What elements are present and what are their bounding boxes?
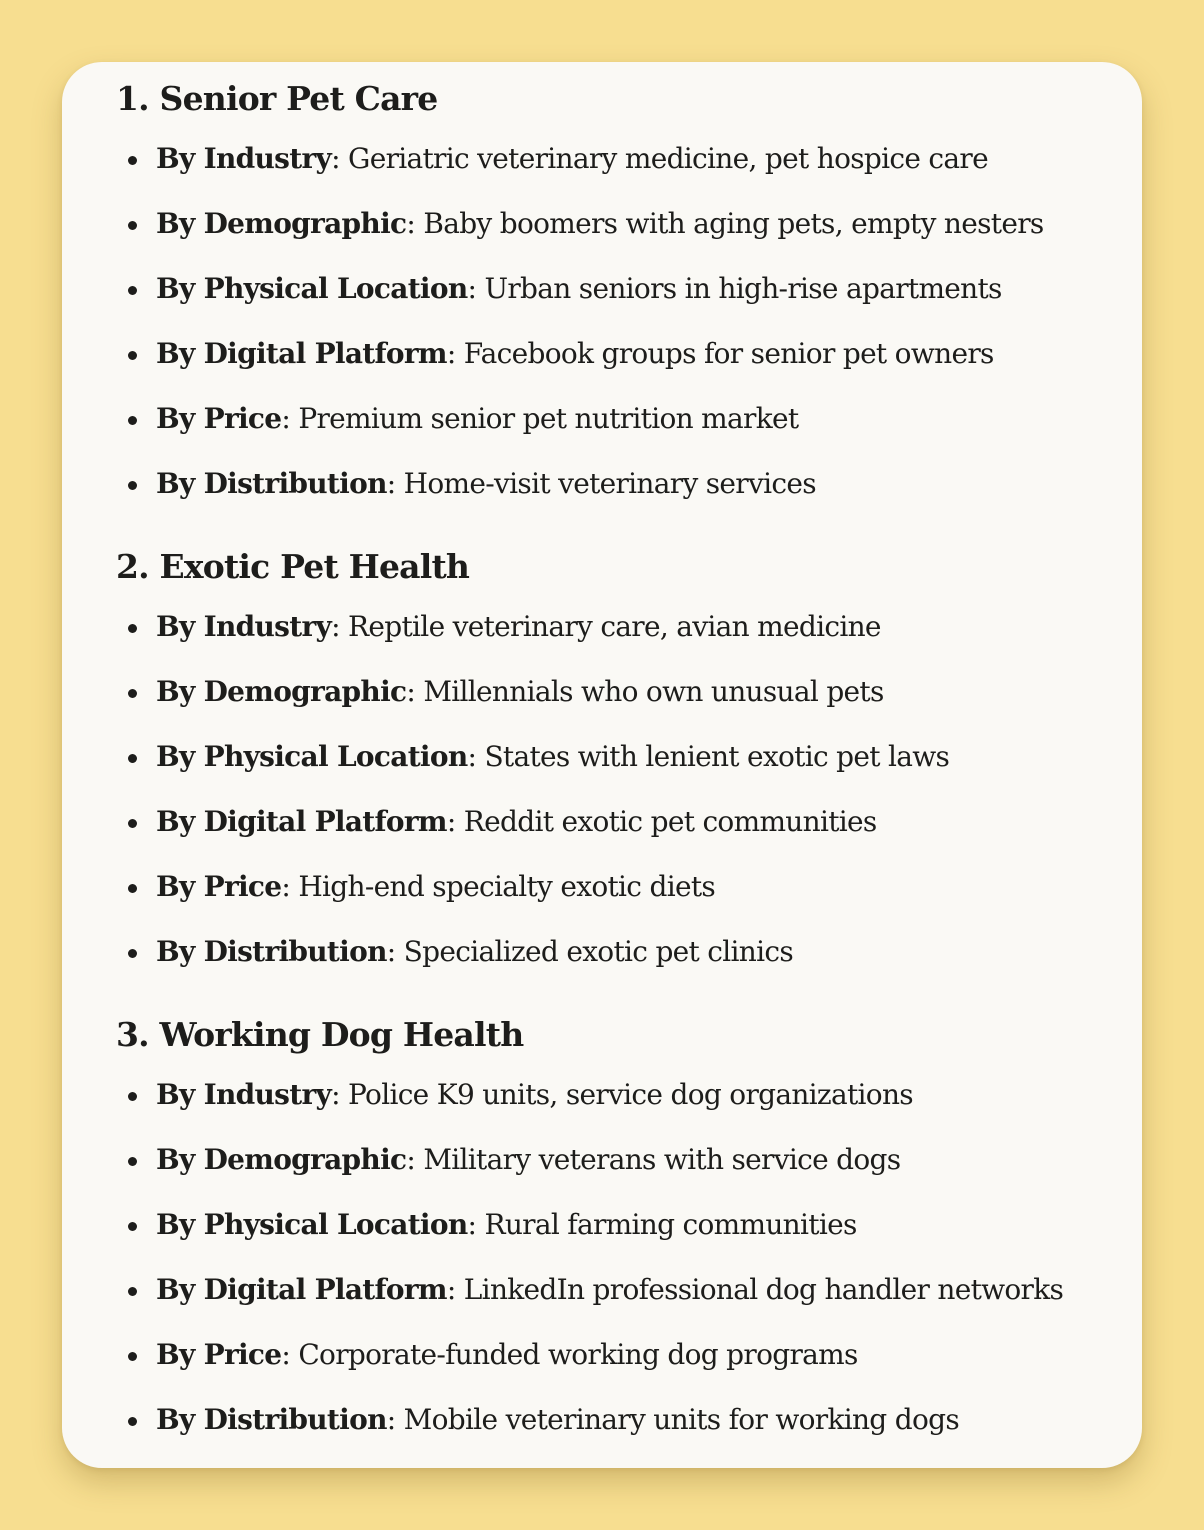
list-item bbox=[116, 269, 1122, 334]
item-label: By Physical Location bbox=[156, 272, 468, 305]
item-text: : Premium senior pet nutrition market bbox=[281, 402, 799, 435]
item-label: By Price bbox=[156, 870, 282, 903]
list-item bbox=[116, 672, 1122, 737]
item-text: : Reddit exotic pet communities bbox=[446, 805, 877, 838]
section-title: 2. Exotic Pet Health bbox=[116, 547, 470, 586]
item-text: : Police K9 units, service dog organizations bbox=[331, 1078, 913, 1111]
list-item bbox=[116, 139, 1122, 204]
item-text: : Specialized exotic pet clinics bbox=[386, 935, 794, 968]
section-senior-pet-care bbox=[116, 79, 1122, 529]
item-text: : Mobile veterinary units for working dogs bbox=[386, 1403, 959, 1436]
item-label: By Digital Platform bbox=[156, 805, 447, 838]
item-label: By Price bbox=[156, 402, 282, 435]
item-text: : Reptile veterinary care, avian medicine bbox=[331, 610, 881, 643]
list-item bbox=[116, 1400, 1122, 1465]
list-item bbox=[116, 334, 1122, 399]
section-title: 3. Working Dog Health bbox=[116, 1015, 524, 1054]
item-label: By Demographic bbox=[156, 207, 407, 240]
item-label: By Physical Location bbox=[156, 1208, 468, 1241]
item-text: : LinkedIn professional dog handler networks bbox=[446, 1273, 1064, 1306]
section-list bbox=[116, 139, 1122, 529]
content-card bbox=[62, 62, 1142, 1468]
list-item bbox=[116, 1205, 1122, 1270]
section-list bbox=[116, 1075, 1122, 1465]
item-text: : Geriatric veterinary medicine, pet hospice care bbox=[331, 142, 988, 175]
item-label: By Digital Platform bbox=[156, 1273, 447, 1306]
list-item bbox=[116, 737, 1122, 802]
item-label: By Price bbox=[156, 1338, 282, 1371]
item-text: : Millennials who own unusual pets bbox=[406, 675, 884, 708]
item-label: By Distribution bbox=[156, 467, 387, 500]
section-list bbox=[116, 607, 1122, 997]
item-label: By Demographic bbox=[156, 675, 407, 708]
list-item bbox=[116, 1140, 1122, 1205]
list-item bbox=[116, 1335, 1122, 1400]
item-label: By Distribution bbox=[156, 1403, 387, 1436]
item-label: By Industry bbox=[156, 142, 332, 175]
list-item bbox=[116, 867, 1122, 932]
section-title: 1. Senior Pet Care bbox=[116, 79, 438, 118]
item-label: By Physical Location bbox=[156, 740, 468, 773]
item-text: : Corporate-funded working dog programs bbox=[281, 1338, 858, 1371]
section-exotic-pet-health bbox=[116, 547, 1122, 997]
item-text: : Home-visit veterinary services bbox=[386, 467, 816, 500]
item-text: : Urban seniors in high-rise apartments bbox=[467, 272, 1002, 305]
item-text: : Baby boomers with aging pets, empty nesters bbox=[406, 207, 1044, 240]
list-item bbox=[116, 464, 1122, 529]
list-item bbox=[116, 1075, 1122, 1140]
list-item bbox=[116, 204, 1122, 269]
list-item bbox=[116, 607, 1122, 672]
item-text: : High-end specialty exotic diets bbox=[281, 870, 716, 903]
list-item bbox=[116, 399, 1122, 464]
item-label: By Distribution bbox=[156, 935, 387, 968]
list-item bbox=[116, 932, 1122, 997]
list-item bbox=[116, 1270, 1122, 1335]
item-text: : Military veterans with service dogs bbox=[406, 1143, 901, 1176]
item-label: By Industry bbox=[156, 610, 332, 643]
item-label: By Digital Platform bbox=[156, 337, 447, 370]
section-working-dog-health bbox=[116, 1015, 1122, 1465]
item-text: : Facebook groups for senior pet owners bbox=[446, 337, 994, 370]
item-label: By Industry bbox=[156, 1078, 332, 1111]
item-text: : Rural farming communities bbox=[467, 1208, 857, 1241]
item-text: : States with lenient exotic pet laws bbox=[467, 740, 950, 773]
item-label: By Demographic bbox=[156, 1143, 407, 1176]
list-item bbox=[116, 802, 1122, 867]
